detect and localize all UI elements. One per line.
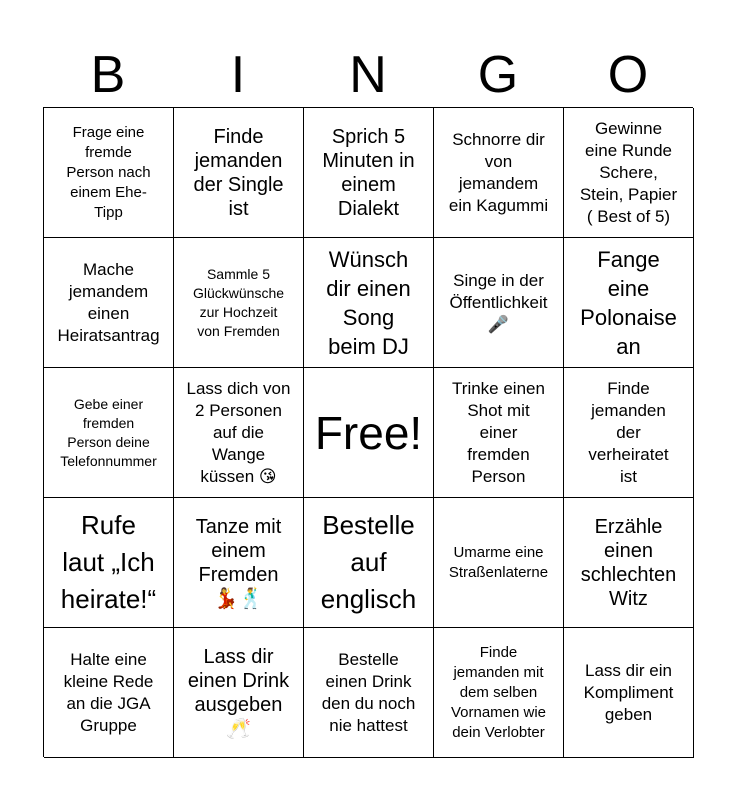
cell-text: Tanze mit einem Fremden 💃🕺 xyxy=(195,515,282,610)
bingo-cell-r4c1[interactable] xyxy=(44,498,174,628)
bingo-cell-r1c5[interactable] xyxy=(564,108,694,238)
cell-text: Sammle 5 Glückwünsche zur Hochzeit von Fremden xyxy=(192,265,285,339)
cell-text: Sprich 5 Minuten in einem Dialekt xyxy=(322,125,415,220)
bingo-cell-r1c4[interactable] xyxy=(434,108,564,238)
cell-text: Mache jemandem einen Heiratsantrag xyxy=(57,259,160,345)
cell-text: Finde jemanden der Single ist xyxy=(193,125,284,220)
cell-text: Halte eine kleine Rede an die JGA Gruppe xyxy=(63,649,154,735)
bingo-cell-r2c5[interactable] xyxy=(564,238,694,368)
cell-text: Bestelle einen Drink den du noch nie hattest xyxy=(321,649,416,735)
header-letter-b: B xyxy=(90,46,126,104)
cell-text: Finde jemanden mit dem selben Vornamen wie dein Verlobter xyxy=(450,643,547,741)
cell-text: Frage eine fremde Person nach einem Ehe- Tipp xyxy=(66,123,151,221)
header-letter-o: O xyxy=(607,46,649,104)
cell-text: Gewinne eine Runde Schere, Stein, Papier ( Best of 5) xyxy=(579,118,678,226)
bingo-cell-r4c4[interactable] xyxy=(434,498,564,628)
cell-text: Trinke einen Shot mit einer fremden Person xyxy=(452,378,545,486)
bingo-cell-r2c2[interactable] xyxy=(174,238,304,368)
bingo-cell-r1c2[interactable] xyxy=(174,108,304,238)
cell-text: Erzähle einen schlechten Witz xyxy=(580,515,677,610)
bingo-cell-r5c5[interactable] xyxy=(564,628,694,758)
bingo-cell-r1c1[interactable] xyxy=(44,108,174,238)
bingo-cell-r5c3[interactable] xyxy=(304,628,434,758)
bingo-cell-r2c3[interactable] xyxy=(304,238,434,368)
bingo-header xyxy=(43,42,693,108)
cell-text: Lass dir einen Drink ausgeben 🥂 xyxy=(187,645,290,740)
cell-text: Rufe laut „Ich heirate!“ xyxy=(60,510,157,614)
bingo-cell-r4c5[interactable] xyxy=(564,498,694,628)
bingo-cell-r5c4[interactable] xyxy=(434,628,564,758)
cell-text: Singe in der Öffentlichkeit 🎤 xyxy=(449,270,548,334)
bingo-cell-r5c1[interactable] xyxy=(44,628,174,758)
cell-text: Umarme eine Straßenlaterne xyxy=(448,543,549,581)
header-letter-n: N xyxy=(349,46,387,104)
cell-text: Lass dich von 2 Personen auf die Wange küssen 😘 xyxy=(186,378,291,486)
free-space-text: Free! xyxy=(314,406,423,459)
header-letter-g: G xyxy=(477,46,519,104)
bingo-cell-r4c3[interactable] xyxy=(304,498,434,628)
bingo-cell-r3c2[interactable] xyxy=(174,368,304,498)
cell-text: Lass dir ein Kompliment geben xyxy=(583,660,674,724)
cell-text: Bestelle auf englisch xyxy=(320,510,417,614)
bingo-cell-r2c1[interactable] xyxy=(44,238,174,368)
bingo-cell-free[interactable] xyxy=(304,368,434,498)
bingo-grid xyxy=(43,107,693,757)
bingo-cell-r3c5[interactable] xyxy=(564,368,694,498)
bingo-cell-r1c3[interactable] xyxy=(304,108,434,238)
cell-text: Wünsch dir einen Song beim DJ xyxy=(326,246,411,359)
bingo-cell-r2c4[interactable] xyxy=(434,238,564,368)
bingo-cell-r3c4[interactable] xyxy=(434,368,564,498)
cell-text: Schnorre dir von jemandem ein Kagummi xyxy=(448,129,549,215)
header-letter-i: I xyxy=(230,46,246,104)
bingo-cell-r3c1[interactable] xyxy=(44,368,174,498)
cell-text: Finde jemanden der verheiratet ist xyxy=(588,378,669,486)
cell-text: Gebe einer fremden Person deine Telefonnummer xyxy=(60,395,157,469)
bingo-cell-r5c2[interactable] xyxy=(174,628,304,758)
cell-text: Fange eine Polonaise an xyxy=(580,246,677,359)
bingo-cell-r4c2[interactable] xyxy=(174,498,304,628)
